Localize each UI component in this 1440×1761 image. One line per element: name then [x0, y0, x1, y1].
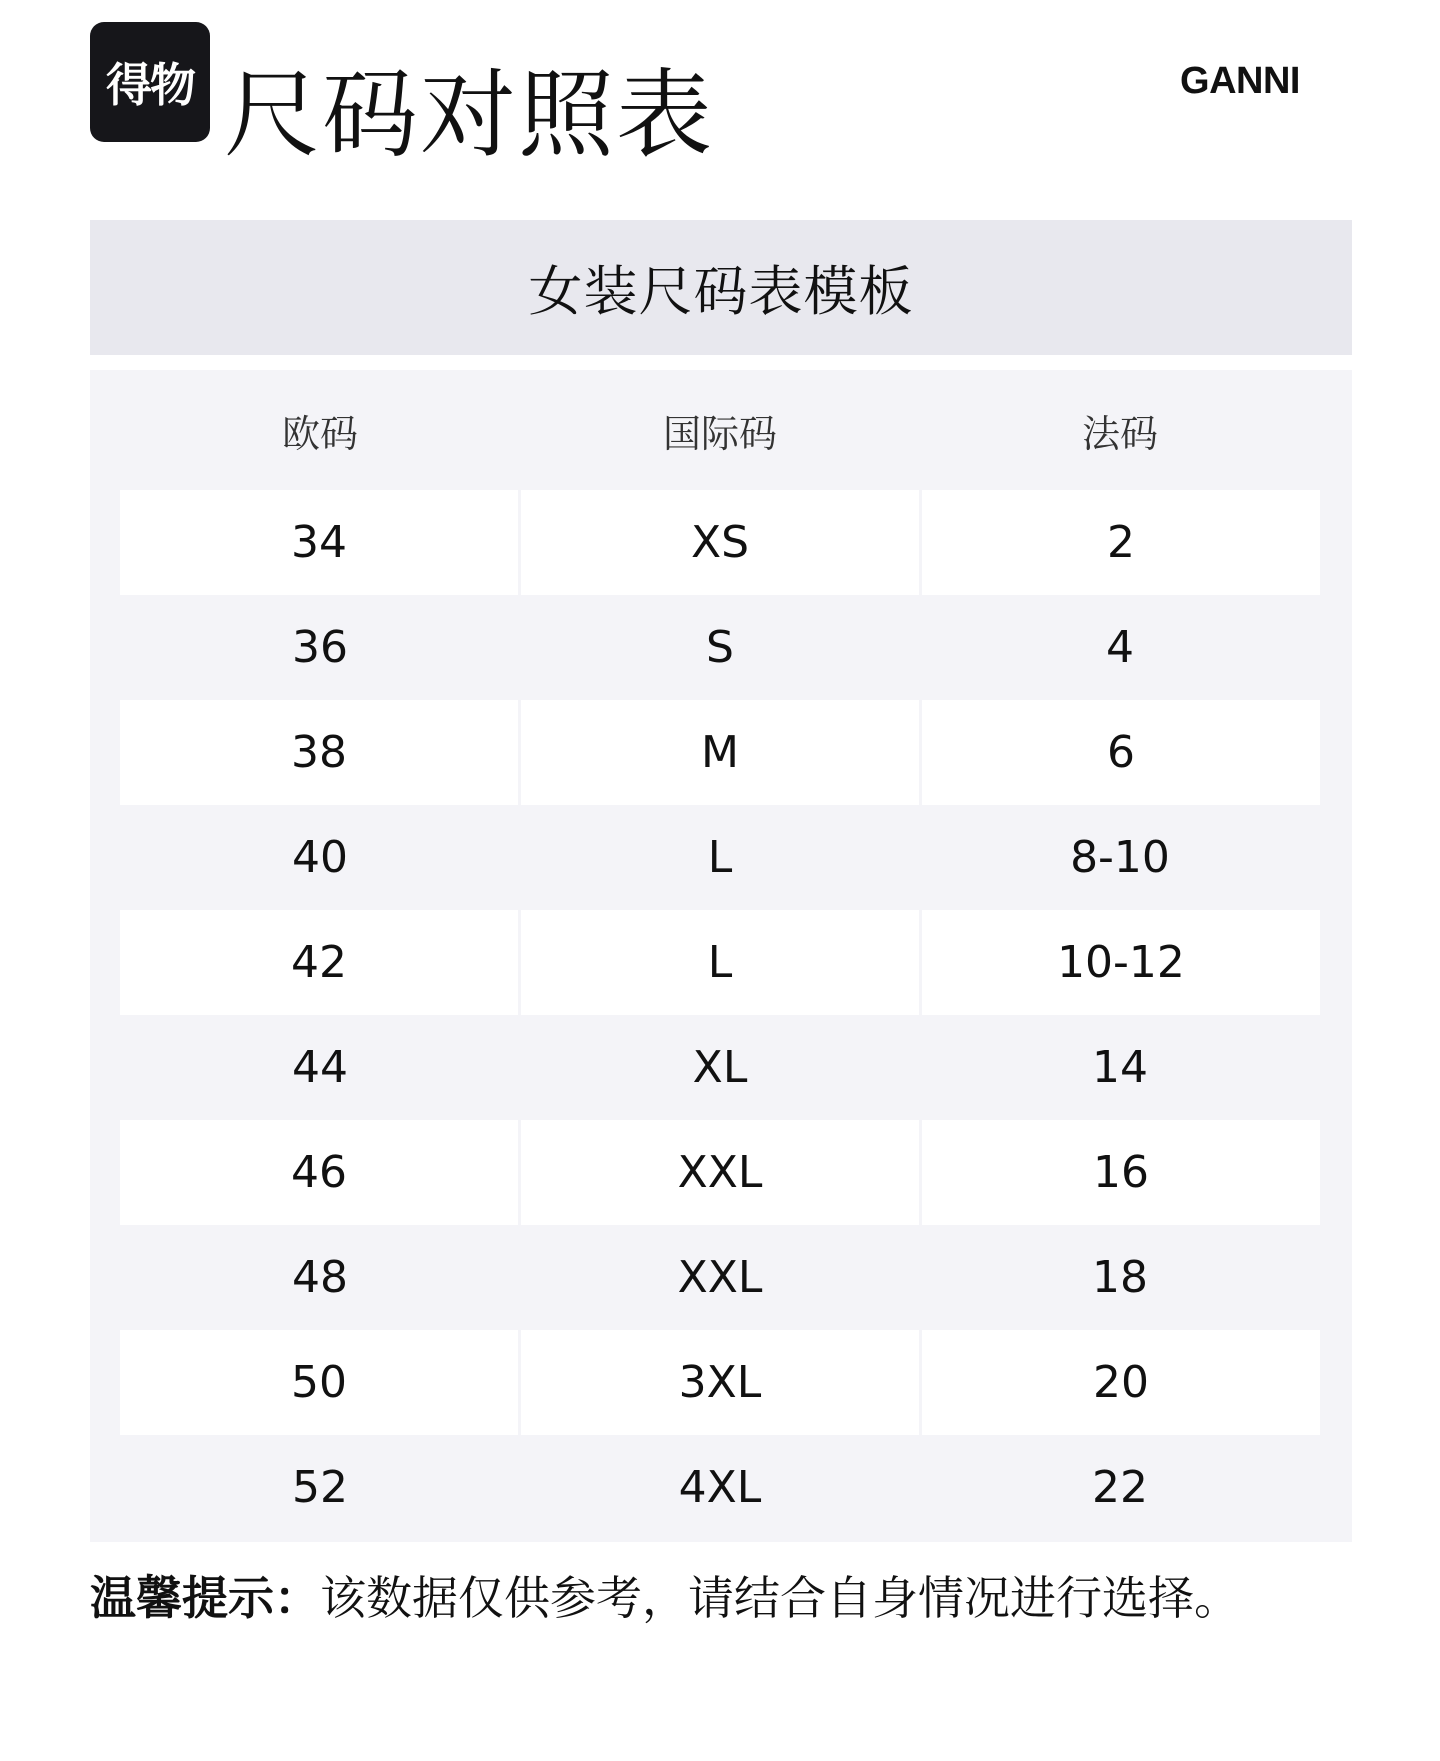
cell-fr: 16 [919, 1120, 1320, 1225]
page-title: 尺码对照表 [224, 59, 714, 171]
cell-intl: XS [518, 490, 919, 595]
table-header-row [120, 370, 1320, 490]
table-body [120, 490, 1320, 1540]
cell-intl: S [706, 622, 734, 673]
cell-fr: 6 [919, 700, 1320, 805]
cell-eu: 48 [292, 1252, 348, 1303]
cell-eu: 34 [120, 490, 518, 595]
table-row [120, 595, 1320, 700]
cell-eu: 52 [292, 1462, 348, 1513]
cell-intl: XL [692, 1042, 748, 1093]
cell-eu: 50 [120, 1330, 518, 1435]
column-header-intl: 国际码 [662, 411, 777, 456]
table-row [120, 1225, 1320, 1330]
logo-text: 得物 [106, 58, 194, 112]
cell-fr: 18 [1092, 1252, 1148, 1303]
column-header-fr: 法码 [1081, 411, 1158, 456]
table-row [120, 910, 1320, 1015]
table-title: 女装尺码表模板 [528, 260, 914, 323]
cell-eu: 40 [292, 832, 348, 883]
table-row [120, 1015, 1320, 1120]
cell-intl: L [707, 832, 733, 883]
cell-fr: 22 [1092, 1462, 1148, 1513]
tip-label: 温馨提示： [90, 1571, 320, 1625]
cell-eu: 44 [292, 1042, 348, 1093]
tip-note [90, 1568, 1240, 1628]
table-row [120, 1330, 1320, 1435]
cell-intl: XXL [677, 1252, 763, 1303]
table-row [120, 1435, 1320, 1540]
cell-intl: 3XL [518, 1330, 919, 1435]
table-row [120, 700, 1320, 805]
cell-eu: 42 [120, 910, 518, 1015]
cell-intl: 4XL [678, 1462, 762, 1513]
table-title-bar [90, 220, 1352, 355]
table-row [120, 1120, 1320, 1225]
cell-fr: 2 [919, 490, 1320, 595]
header [90, 22, 1350, 172]
cell-fr: 4 [1106, 622, 1134, 673]
column-header-eu: 欧码 [281, 411, 358, 456]
size-table [90, 370, 1352, 1542]
cell-eu: 36 [292, 622, 348, 673]
cell-intl: L [518, 910, 919, 1015]
brand-name: GANNI [1180, 60, 1300, 102]
cell-fr: 20 [919, 1330, 1320, 1435]
tip-text: 该数据仅供参考，请结合自身情况进行选择。 [320, 1571, 1240, 1625]
cell-fr: 8-10 [1070, 832, 1170, 883]
cell-intl: M [518, 700, 919, 805]
cell-fr: 14 [1092, 1042, 1148, 1093]
cell-eu: 46 [120, 1120, 518, 1225]
table-row [120, 490, 1320, 595]
table-row [120, 805, 1320, 910]
dewu-logo [90, 22, 210, 142]
cell-fr: 10-12 [919, 910, 1320, 1015]
cell-eu: 38 [120, 700, 518, 805]
cell-intl: XXL [518, 1120, 919, 1225]
